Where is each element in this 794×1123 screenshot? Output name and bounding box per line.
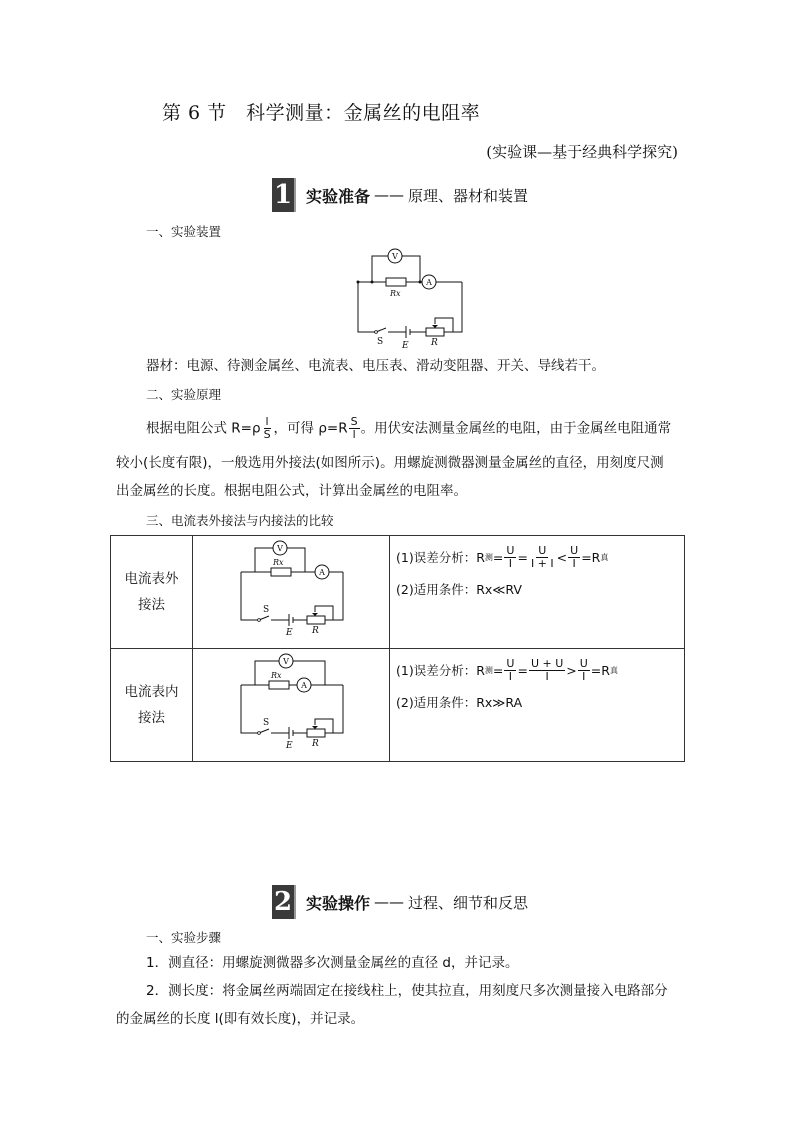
section-2-number: 2	[272, 885, 296, 919]
compare-op: <	[556, 549, 568, 565]
error-analysis-internal: (1)误差分析：R 测 = $\frac{U}{I}$ = $\frac{U + U}{I}$ > $\frac{U}{I}$ =R 真	[396, 656, 618, 683]
page-subtitle: (实验课—基于经典科学探究)	[486, 143, 678, 161]
battery-label: E	[286, 741, 293, 751]
row-label-line: 接法	[138, 710, 165, 726]
table-row-internal	[111, 649, 685, 762]
rheostat-label: R	[431, 338, 438, 348]
condition-prefix: (2)适用条件：R	[396, 695, 485, 710]
result: =R	[581, 549, 601, 565]
fraction	[578, 658, 590, 683]
fraction	[529, 545, 556, 570]
switch-label: S	[263, 718, 270, 728]
switch-label: S	[377, 337, 384, 347]
fraction-s-over-l	[349, 416, 360, 441]
condition-rest: x≫RA	[484, 695, 523, 710]
heading-principle	[146, 385, 221, 403]
condition-prefix: (2)适用条件：R	[396, 582, 485, 597]
principle-text-b: ，可得 ρ=R	[273, 420, 348, 437]
circuit-diagram-external	[193, 536, 390, 644]
principle-text-a: 根据电阻公式 R=ρ	[146, 420, 261, 437]
error-analysis-external: (1)误差分析：R 测 = $\frac{U}{I}$ = $\frac{U}{I + I}$ < $\frac{U}{I}$ =R 真	[396, 543, 609, 570]
step-2-line-2: 的金属丝的长度 l(即有效长度)，并记录。	[116, 1011, 365, 1027]
fraction	[504, 658, 516, 683]
principle-line-3: 出金属丝的长度。根据电阻公式，计算出金属丝的电阻率。	[116, 483, 467, 499]
condition-external	[396, 580, 684, 598]
error-prefix: (1)误差分析：R	[396, 663, 485, 678]
compare-op: >	[566, 662, 577, 678]
f3-num: U	[570, 543, 579, 557]
result-sub: 真	[609, 665, 618, 675]
principle-line-1	[146, 416, 671, 441]
principle-line-2: 较小(长度有限)，一般选用外接法(如图所示)。用螺旋测微器测量金属丝的直径，用刻度尺测	[116, 455, 664, 471]
ammeter-label: A	[319, 568, 325, 577]
fraction	[504, 545, 516, 570]
circuit-diagram-main	[350, 244, 470, 350]
resistor-label: Rx	[271, 671, 282, 680]
error-sub: 测	[484, 665, 493, 675]
f1-num: U	[506, 656, 515, 670]
frac1-num: l	[265, 415, 269, 428]
circuit-cell-external	[193, 536, 390, 649]
error-sub: 测	[484, 552, 493, 562]
row-label-line: 电流表外	[124, 571, 179, 587]
fraction-l-over-s	[262, 416, 273, 441]
f3-den: I	[582, 669, 586, 683]
f1-den: I	[508, 669, 513, 683]
section-2-subtitle: 过程、细节和反思	[408, 893, 529, 912]
equipment-text: 器材：电源、待测金属丝、电流表、电压表、滑动变阻器、开关、导线若干。	[146, 358, 605, 374]
voltmeter-label: V	[277, 544, 283, 553]
voltmeter-label: V	[283, 657, 289, 666]
step-1: 1．测直径：用螺旋测微器多次测量金属丝的直径 d，并记录。	[146, 955, 519, 971]
heading-steps: 一、实验步骤	[146, 930, 222, 945]
section-1-dash: ——	[374, 186, 405, 204]
section-1-heading	[272, 178, 528, 212]
f1-num: U	[506, 543, 515, 557]
condition-rest: x≪RV	[484, 582, 522, 597]
condition-internal	[396, 693, 684, 711]
analysis-cell-external	[390, 536, 685, 649]
result: =R	[590, 662, 610, 678]
table-row-external	[111, 536, 685, 649]
circuit-cell-internal	[193, 649, 390, 762]
heading-compare: 三、电流表外接法与内接法的比较	[146, 513, 334, 528]
comparison-table	[110, 535, 685, 762]
f3-den: I	[572, 556, 576, 570]
battery-label: E	[286, 628, 293, 638]
section-1-title: 实验准备	[306, 186, 371, 206]
battery-label: E	[402, 341, 409, 350]
row-label-line: 电流表内	[124, 684, 179, 700]
step-2-line-1: 2．测长度：将金属丝两端固定在接线柱上，使其拉直，用刻度尺多次测量接入电路部分	[146, 983, 668, 999]
fraction	[568, 545, 580, 570]
ammeter-label: A	[426, 278, 432, 287]
row-label-internal	[111, 649, 193, 762]
f2-num: U	[538, 543, 547, 557]
section-2-dash: ——	[374, 893, 405, 911]
fraction	[529, 658, 565, 683]
ammeter-label: A	[301, 681, 307, 690]
switch-label: S	[263, 605, 270, 615]
f2-den: I + I	[530, 556, 554, 570]
rheostat-label: R	[312, 626, 319, 636]
result-sub: 真	[600, 552, 609, 562]
f2-num: U + U	[530, 656, 564, 670]
rheostat-label: R	[312, 739, 319, 749]
section-1-subtitle: 原理、器材和装置	[408, 186, 529, 205]
section-2-title: 实验操作	[306, 893, 371, 913]
heading-principle-text: 二、实验原理	[146, 387, 222, 402]
circuit-diagram-internal	[193, 649, 390, 757]
resistor-label: Rx	[390, 289, 401, 298]
section-2-heading	[272, 885, 528, 919]
row-label-line: 接法	[138, 597, 165, 613]
frac1-den: S	[263, 428, 271, 441]
principle-text-c: 。用伏安法测量金属丝的电阻，由于金属丝电阻通常	[360, 420, 672, 437]
error-prefix: (1)误差分析：R	[396, 550, 485, 565]
page-title: 第 6 节 科学测量：金属丝的电阻率	[162, 102, 481, 124]
voltmeter-label: V	[392, 252, 398, 261]
analysis-cell-internal	[390, 649, 685, 762]
f1-den: I	[508, 556, 513, 570]
frac2-num: S	[350, 415, 358, 428]
section-1-number: 1	[272, 178, 296, 212]
heading-setup: 一、实验装置	[146, 224, 222, 239]
frac2-den: l	[352, 428, 356, 441]
row-label-external	[111, 536, 193, 649]
resistor-label: Rx	[273, 558, 284, 567]
f2-den: I	[545, 669, 549, 683]
f3-num: U	[579, 656, 588, 670]
